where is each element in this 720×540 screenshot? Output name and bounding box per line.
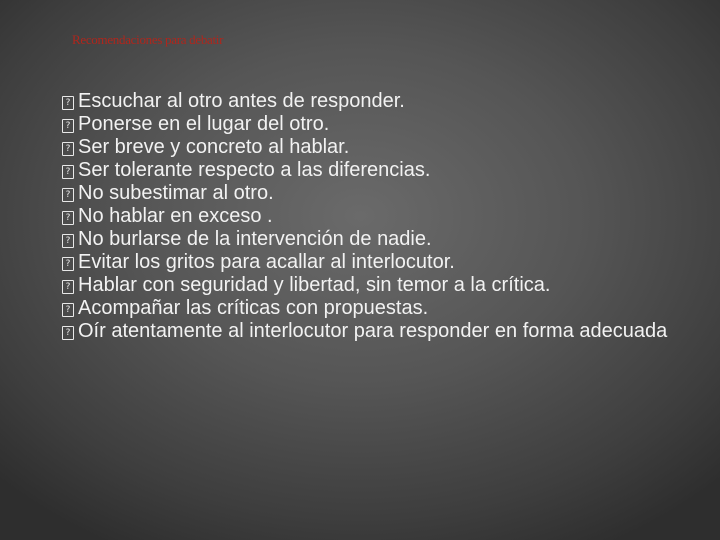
list-item [62, 320, 682, 343]
list-item [62, 182, 682, 205]
missing-glyph-box-icon: ? [62, 280, 74, 294]
missing-glyph-box-icon: ? [62, 96, 74, 110]
bullet-text: Ser tolerante respecto a las diferencias. [78, 159, 431, 181]
bullet-text: No subestimar al otro. [78, 182, 274, 204]
bullet-list [62, 90, 682, 343]
bullet-text: Oír atentamente al interlocutor para responder en forma adecuada [78, 320, 668, 342]
missing-glyph-box-icon: ? [62, 303, 74, 317]
missing-glyph-box-icon: ? [62, 211, 74, 225]
bullet-text: Ponerse en el lugar del otro. [78, 113, 330, 135]
slide-title: Recomendaciones para debatir [72, 32, 224, 47]
missing-glyph-box-icon: ? [62, 257, 74, 271]
list-item [62, 113, 682, 136]
list-item [62, 205, 682, 228]
bullet-text: No hablar en exceso . [78, 205, 273, 227]
list-item [62, 228, 682, 251]
bullet-text: No burlarse de la intervención de nadie. [78, 228, 432, 250]
missing-glyph-box-icon: ? [62, 188, 74, 202]
bullet-text: Hablar con seguridad y libertad, sin temor a la crítica. [78, 274, 551, 296]
bullet-text: Acompañar las críticas con propuestas. [78, 297, 429, 319]
list-item [62, 136, 682, 159]
bullet-text: Ser breve y concreto al hablar. [78, 136, 350, 158]
missing-glyph-box-icon: ? [62, 165, 74, 179]
list-item [62, 159, 682, 182]
list-item [62, 297, 682, 320]
list-item [62, 251, 682, 274]
missing-glyph-box-icon: ? [62, 119, 74, 133]
bullet-text: Evitar los gritos para acallar al interlocutor. [78, 251, 455, 273]
list-item [62, 274, 682, 297]
missing-glyph-box-icon: ? [62, 234, 74, 248]
list-item [62, 90, 682, 113]
bullet-text: Escuchar al otro antes de responder. [78, 90, 405, 112]
missing-glyph-box-icon: ? [62, 326, 74, 340]
missing-glyph-box-icon: ? [62, 142, 74, 156]
